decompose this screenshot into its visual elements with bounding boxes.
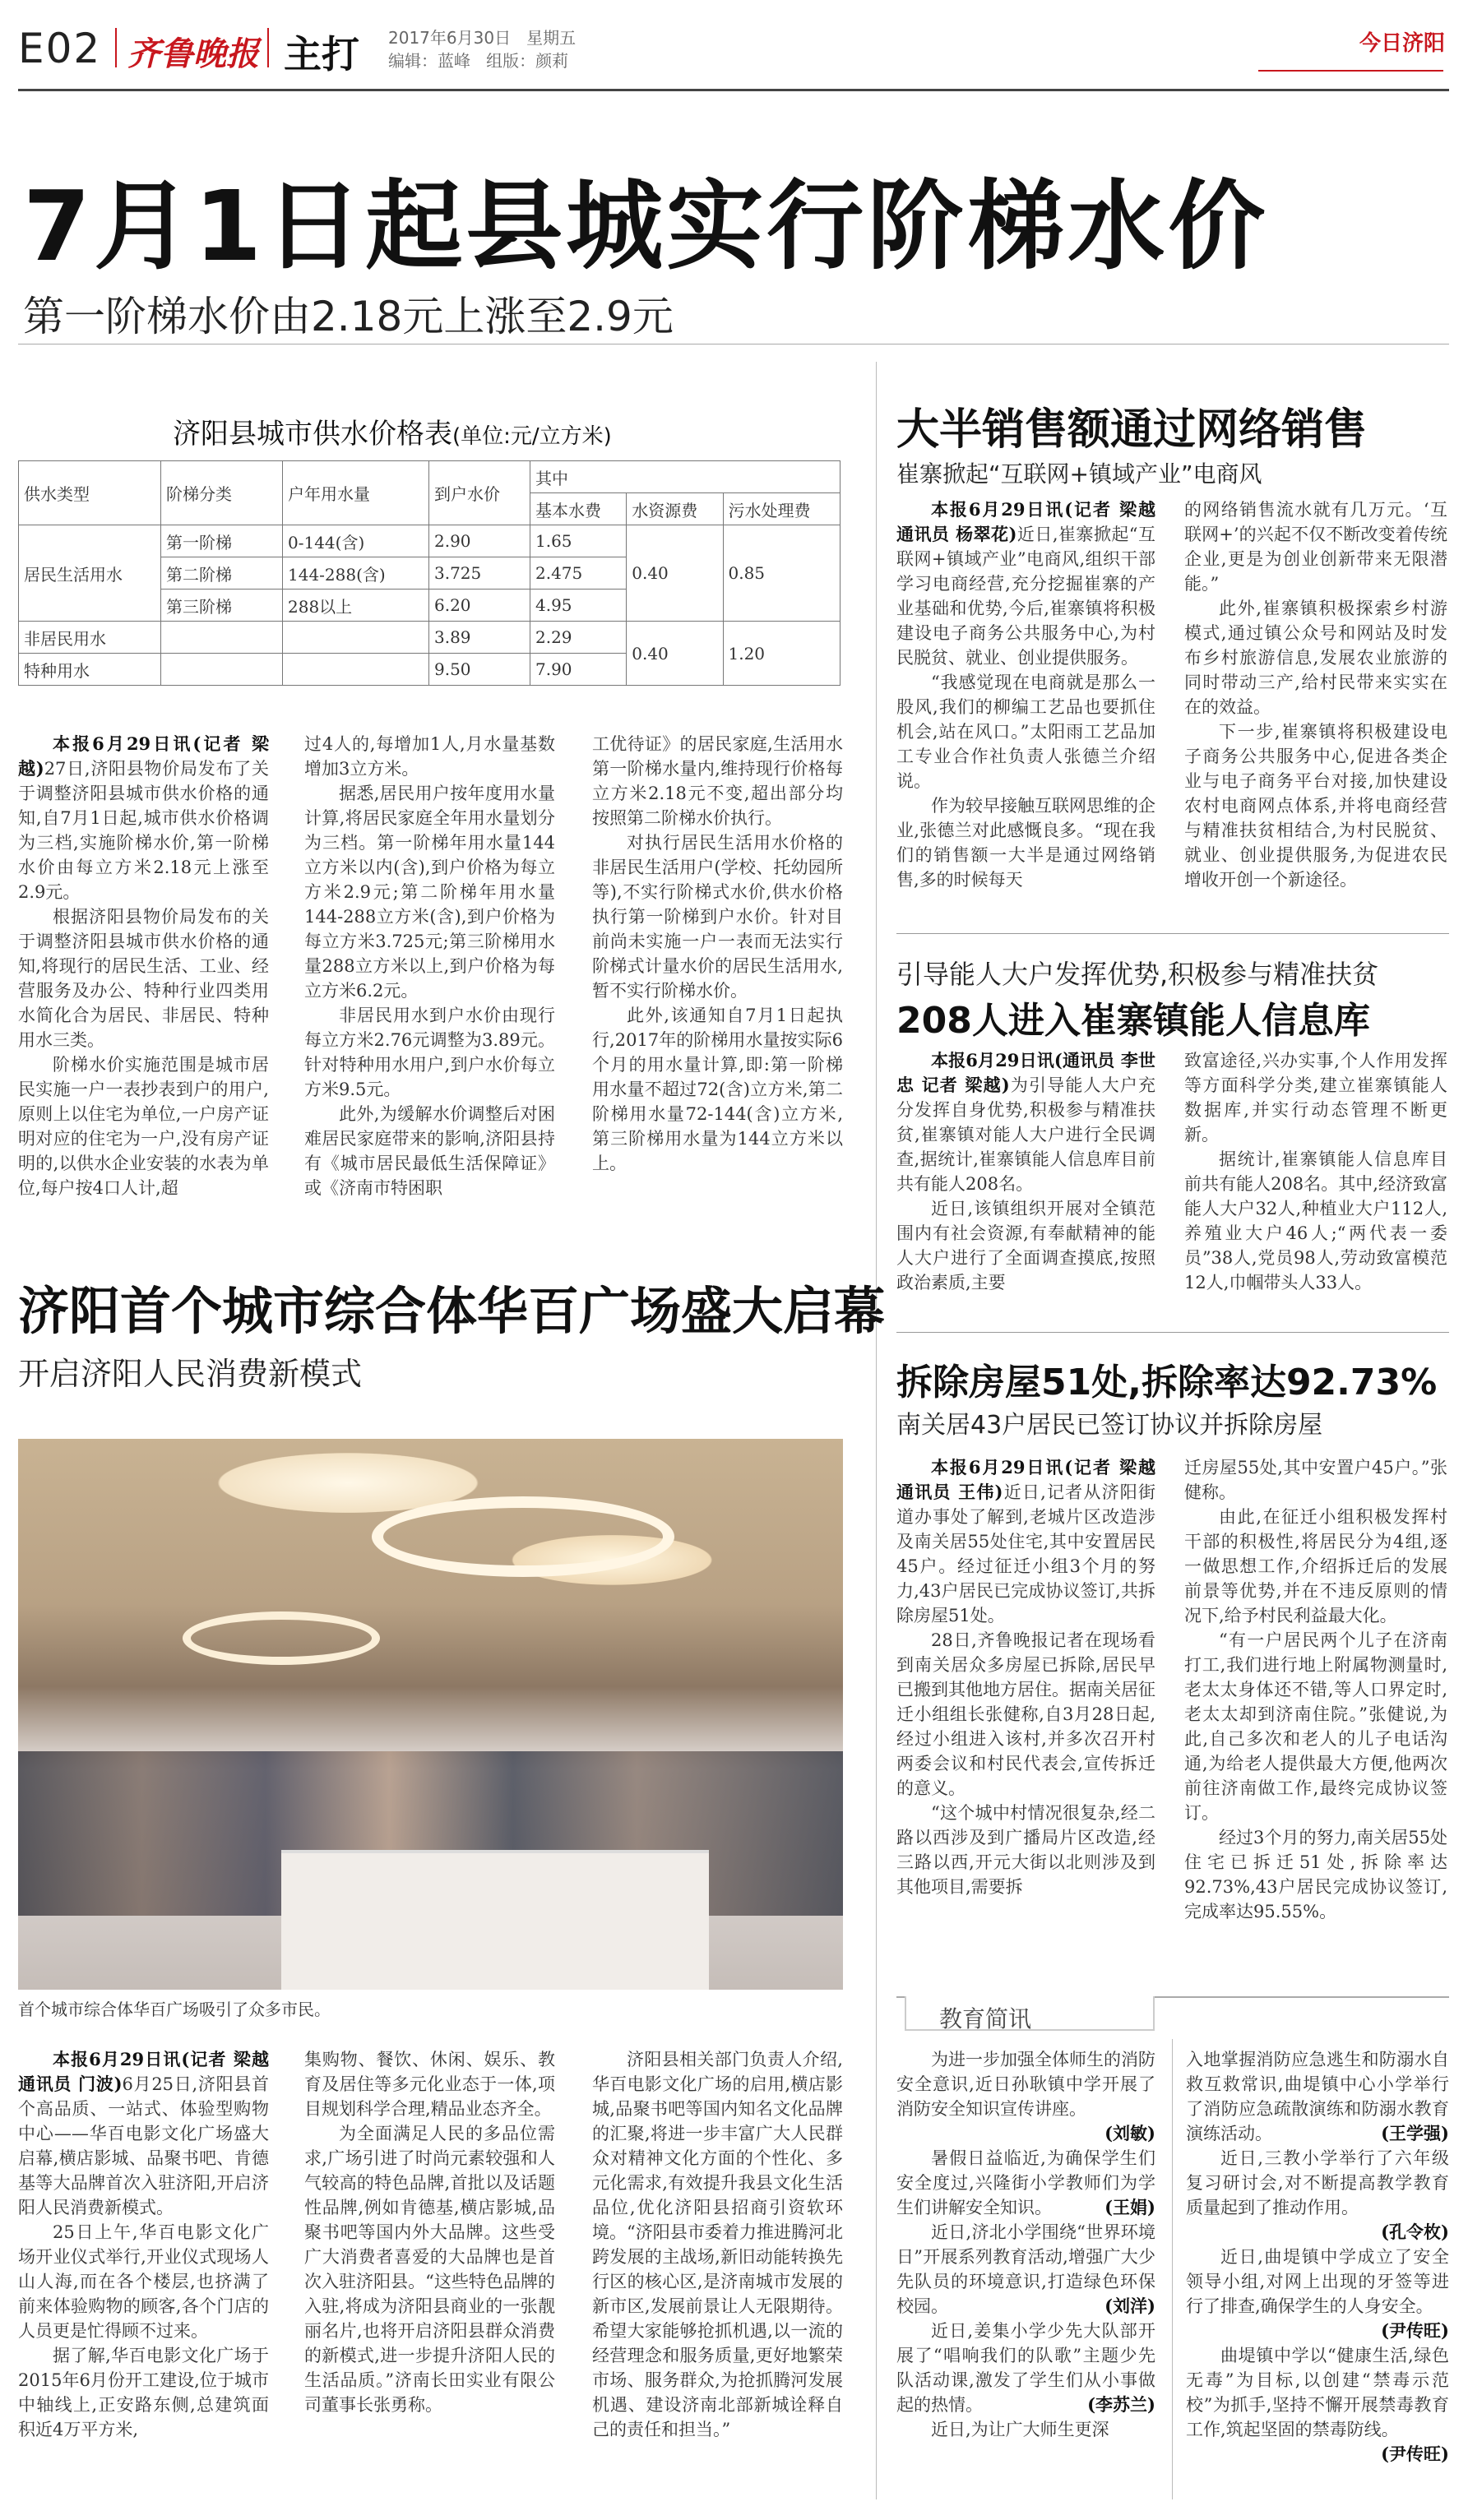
- page-code: E02: [18, 25, 102, 72]
- cell-special-tier: [161, 654, 283, 686]
- brief-8-text: 近日,曲堤镇中学成立了安全领导小组,对网上出现的牙签等进行了排查,确保学生的人身安全。: [1186, 2247, 1449, 2316]
- cell-p5: 9.50: [429, 654, 530, 686]
- editors: [388, 48, 568, 72]
- photo-ceiling-light: [372, 1496, 674, 1577]
- cell-nonres: 非居民用水: [19, 622, 161, 654]
- lead-para-10: 此外,该通知自7月1日起执行,2017年的阶梯用水量按实际6个月的用水量计算,即:第一阶梯用水量不超过72(含)立方米,第二阶梯用水量72-144(含)立方米,第三阶梯用水量为144立方米以上。: [592, 1006, 843, 1173]
- lead-body-col2: [304, 732, 555, 1225]
- brief-7-text: 近日,三教小学举行了六年级复习研讨会,对不断提高教学教育质量起到了推动作用。: [1186, 2148, 1449, 2217]
- cell-sew-fee2: 1.20: [723, 622, 841, 686]
- lead-headline: 7月1日起县城实行阶梯水价: [23, 169, 1269, 283]
- table-title-text: 济阳县城市供水价格表: [173, 418, 452, 451]
- lead-body-col3: [592, 732, 843, 1225]
- photo-caption: 首个城市综合体华百广场吸引了众多市民。: [18, 2000, 331, 2019]
- lead-body-col1: [18, 732, 269, 1225]
- briefs-title: 教育简讯: [939, 2005, 1032, 2032]
- talent-byline: 本报6月29日讯(通讯员 李世忠 记者 梁越): [896, 1050, 1155, 1095]
- demolition-para-3: “这个城中村情况很复杂,经二路以西涉及到广播局片区改造,经三路以西,开元大街以北则涉及到其他项目,需要拆: [896, 1803, 1155, 1897]
- edition-label: 今日济阳: [1359, 31, 1445, 56]
- masthead-divider-2: [267, 28, 269, 67]
- cell-tier2: 第二阶梯: [161, 557, 283, 590]
- table-unit-text: (单位:元/立方米): [452, 424, 612, 449]
- ecommerce-para-3: 作为较早接触互联网思维的企业,张德兰对此感慨良多。“现在我们的销售额一大半是通过网络销售,多的时候每天: [896, 796, 1155, 890]
- lead-para-1: 27日,济阳县物价局发布了关于调整济阳县城市供水价格的通知,自7月1日起,城市供水价格调为三档,实施阶梯水价,第一阶梯水价由每立方米2.18元上涨至2.9元。: [18, 759, 269, 902]
- lead-byline: 本报6月29日讯(记者 梁越): [18, 733, 269, 779]
- weekday-text: 星期五: [526, 28, 577, 48]
- brief-9-author: (尹传旺): [1381, 2444, 1449, 2464]
- th-tier: 阶梯分类: [161, 461, 283, 525]
- talent-col2: [1184, 1048, 1447, 1320]
- briefs-title-tab: [905, 1996, 1155, 2031]
- demolition-para-4: 迁房屋55处,其中安置户45户。”张健称。: [1184, 1458, 1447, 1502]
- lead-para-9: 对执行居民生活用水价格的非居民生活用户(学校、托幼园所等),不实行阶梯式水价,供水价格执行第一阶梯到户水价。针对目前尚未实施一户一表而无法实行阶梯式计量水价的居民生活用水,暂不实行阶梯水价。: [592, 833, 843, 1001]
- photo-counter: [281, 1850, 709, 1990]
- cell-b4: 2.29: [530, 622, 627, 654]
- cell-nonres-tier: [161, 622, 283, 654]
- price-table: [18, 460, 841, 686]
- mall-body-col3: [592, 2047, 843, 2508]
- mall-para-6: 济阳县相关部门负责人介绍,华百电影文化广场的启用,横店影城,品聚书吧等国内知名文化品牌的汇聚,将进一步丰富广大人民群众对精神文化方面的个性化、多元化需求,有效提升我县文化生活品位,优化济阳县招商引资软环境。“济阳县市委着力推进腾河北跨发展的主战场,新旧动能转换先行区的核心区,是济南城市发展的新市区,发展前景让人无限期待。希望大家能够抢抓机遇,以一流的经营理念和服务质量,更好地繁荣市场、服务群众,为抢抓腾河发展机遇、建设济南北部新城诠释自己的责任和担当。”: [592, 2050, 843, 2439]
- demolition-subhead: 南关居43户居民已签订协议并拆除房屋: [896, 1411, 1323, 1440]
- layout-editor-text: 组版：颜莉: [486, 51, 569, 71]
- demolition-para-5: 由此,在征迁小组积极发挥村干部的积极性,将居民分为4组,逐一做思想工作,介绍拆迁后的发展前景等优势,并在不违反原则的情况下,给予村民利益最大化。: [1184, 1507, 1447, 1625]
- talent-para-2: 近日,该镇组织开展对全镇范围内有社会资源,有奉献精神的能人大户进行了全面调查摸底,按照政治素质,主要: [896, 1199, 1155, 1292]
- photo-ceiling-light-2: [183, 1611, 380, 1665]
- lead-para-6: 非居民用水到户水价由现行每立方米2.76元调整为3.89元。针对特种用水用户,到户水价每立方米9.5元。: [304, 1006, 555, 1099]
- edition-divider: [1258, 70, 1443, 72]
- demolition-col1: [896, 1455, 1155, 1981]
- cell-vol2: 144-288(含): [283, 557, 429, 590]
- briefs-col1: [896, 2047, 1155, 2508]
- ecommerce-subhead: 崔寨掀起“互联网+镇域产业”电商风: [896, 460, 1262, 488]
- th-volume: 户年用水量: [283, 461, 429, 525]
- talent-kicker: 引导能人大户发挥优势,积极参与精准扶贫: [896, 959, 1379, 990]
- demolition-para-1: 近日,记者从济阳街道办事处了解到,老城片区改造涉及南关居55处住宅,其中安置居民45户。经过征迁小组3个月的努力,43户居民已完成协议签订,共拆除房屋51处。: [896, 1482, 1155, 1625]
- th-type: 供水类型: [19, 461, 161, 525]
- th-base: 基本水费: [530, 493, 627, 525]
- mall-para-1: 6月25日,济阳县首个高品质、一站式、体验型购物中心——华百电影文化广场盛大启幕,横店影城、品聚书吧、肯德基等大品牌首次入驻济阳,开启济阳人民消费新模式。: [18, 2074, 269, 2217]
- brief-3-text: 近日,济北小学围绕“世界环境日”开展系列教育活动,增强广大少先队员的环境意识,打造绿色环保校园。: [896, 2222, 1155, 2316]
- mall-photo: [18, 1439, 843, 1990]
- ecommerce-headline: 大半销售额通过网络销售: [896, 405, 1368, 455]
- lead-para-7: 此外,为缓解水价调整后对困难居民家庭带来的影响,济阳县持有《城市居民最低生活保障证》或《济南市特困职: [304, 1104, 555, 1198]
- mall-headline: 济阳首个城市综合体华百广场盛大启幕: [18, 1281, 886, 1341]
- briefs-box: [896, 1996, 1449, 2508]
- briefs-col2: [1186, 2047, 1449, 2508]
- cell-tier1: 第一阶梯: [161, 525, 283, 557]
- talent-para-4: 据统计,崔寨镇能人信息库目前共有能人208名。其中,经济致富能人大户32人,种植业大户112人,养殖业大户46人;“两代表一委员”38人,党员98人,劳动致富模范12人,巾帼带头人33人。: [1184, 1149, 1447, 1292]
- brief-1-text: 为进一步加强全体师生的消防安全意识,近日孙耿镇中学开展了消防安全知识宣传讲座。: [896, 2050, 1155, 2119]
- editor-text: 编辑：蓝峰: [388, 51, 470, 71]
- paper-logo: 齐鲁晚报: [127, 35, 259, 73]
- cell-p4: 3.89: [429, 622, 530, 654]
- lead-para-5: 据悉,居民用户按年度用水量计算,将居民家庭全年用水量划分为三档。第一阶梯年用水量144立方米以内(含),到户价格为每立方米2.9元;第二阶梯年用水量144-288立方米(含),到户价格为每立方米3.725元;第三阶梯用水量288立方米以上,到户价格为每立方米6.2元。: [304, 784, 555, 1001]
- cell-b5: 7.90: [530, 654, 627, 686]
- th-price: 到户水价: [429, 461, 530, 525]
- cell-b1: 1.65: [530, 525, 627, 557]
- center-divider: [876, 362, 877, 2499]
- mall-para-2: 25日上午,华百电影文化广场开业仪式举行,开业仪式现场人山人海,而在各个楼层,也挤满了前来体验购物的顾客,各个门店的人员更是忙得顾不过来。: [18, 2222, 269, 2341]
- demolition-col2: [1184, 1455, 1447, 1981]
- ecommerce-para-2: “我感觉现在电商就是那么一股风,我们的柳编工艺品也要抓住机会,站在风口。”太阳雨工艺品加工专业合作社负责人张德兰介绍说。: [896, 673, 1155, 791]
- brief-5-text: 近日,为让广大师生更深: [931, 2420, 1109, 2439]
- cell-res-fee2: 0.40: [627, 622, 723, 686]
- talent-para-1: 为引导能人大户充分发挥自身优势,积极参与精准扶贫,崔寨镇对能人大户进行全民调查,据统计,崔寨镇能人信息库目前共有能人208名。: [896, 1075, 1155, 1194]
- brief-2-author: (王娟): [1104, 2197, 1155, 2217]
- brief-4-text: 近日,姜集小学少先大队部开展了“唱响我们的队歌”主题少先队活动课,激发了学生们从小事做起的热情。: [896, 2321, 1155, 2415]
- ecommerce-byline: 本报6月29日讯(记者 梁越 通讯员 杨翠花): [896, 499, 1155, 544]
- ecommerce-col2: [1184, 497, 1447, 917]
- cell-nonres-vol: [283, 622, 429, 654]
- th-among: 其中: [530, 461, 841, 493]
- brief-1-author: (刘敏): [1104, 2123, 1155, 2143]
- ecommerce-para-6: 下一步,崔寨镇将积极建设电子商务公共服务中心,促进各类企业与电子商务平台对接,加快建设农村电商网点体系,并将电商经营与精准扶贫相结合,为村民脱贫、就业、创业提供服务,为促进农民增收开创一个新途径。: [1184, 722, 1447, 890]
- demolition-para-6: “有一户居民两个儿子在济南打工,我们进行地上附属物测量时,老太太身体还不错,等人口界定时,老太太却到济南住院。”张健说,为此,自己多次和老人的儿子电话沟通,为给老人提供最大方便,他两次前往济南做工作,最终完成协议签订。: [1184, 1630, 1447, 1823]
- ecommerce-para-1: 近日,崔寨掀起“互联网+镇域产业”电商风,组织干部学习电商经营,充分挖掘崔寨的产业基础和优势,今后,崔寨镇将积极建设电子商务公共服务中心,为村民脱贫、就业、创业提供服务。: [896, 525, 1155, 668]
- mall-para-5: 为全面满足人民的多品位需求,广场引进了时尚元素较强和人气较高的特色品牌,首批以及话题性品牌,例如肯德基,横店影城,品聚书吧等国内外大品牌。这些受广大消费者喜爱的大品牌也是首次入驻济阳县。“这些特色品牌的入驻,将成为济阳县商业的一张靓丽名片,也将开启济阳县群众消费的新模式,进一步提升济阳人民的生活品质。”济南长田实业有限公司董事长张勇称。: [304, 2124, 555, 2415]
- cell-tier3: 第三阶梯: [161, 590, 283, 622]
- th-resource: 水资源费: [627, 493, 723, 525]
- date-text: 2017年6月30日: [388, 28, 512, 48]
- right-rule-2: [896, 1332, 1449, 1333]
- cell-p3: 6.20: [429, 590, 530, 622]
- masthead-divider: [115, 28, 117, 67]
- talent-col1: [896, 1048, 1155, 1320]
- brief-6-text: 入地掌握消防应急逃生和防溺水自救互救常识,曲堤镇中心小学举行了消防应急疏散演练和防溺水教育演练活动。: [1186, 2050, 1449, 2143]
- brief-6-author: (王学强): [1381, 2123, 1449, 2143]
- right-rule-1: [896, 933, 1449, 934]
- demolition-para-7: 经过3个月的努力,南关居55处住宅已拆迁51处,拆除率达92.73%,43户居民完成协议签订,完成率达95.55%。: [1184, 1828, 1447, 1921]
- ecommerce-para-4: 的网络销售流水就有几万元。‘互联网+’的兴起不仅不断改变着传统企业,更是为创业创新带来无限潜能。”: [1184, 500, 1447, 594]
- mall-para-3: 据了解,华百电影文化广场于2015年6月份开工建设,位于城市中轴线上,正安路东侧,总建筑面积近4万平方米,: [18, 2346, 269, 2439]
- mall-subhead: 开启济阳人民消费新模式: [18, 1356, 363, 1392]
- brief-8-author: (尹传旺): [1381, 2320, 1449, 2341]
- mall-para-4: 集购物、餐饮、休闲、娱乐、教育及居住等多元化业态于一体,项目规划科学合理,精品业态齐全。: [304, 2050, 555, 2119]
- cell-vol3: 288以上: [283, 590, 429, 622]
- lead-para-2: 根据济阳县物价局发布的关于调整济阳县城市供水价格的通知,将现行的居民生活、工业、经营服务及办公、特种行业四类用水简化合为居民、非居民、特种用水三类。: [18, 907, 269, 1050]
- cell-special-vol: [283, 654, 429, 686]
- masthead: [0, 0, 1468, 90]
- briefs-divider: [1172, 2039, 1173, 2499]
- cell-p2: 3.725: [429, 557, 530, 590]
- cell-res-fee: 0.40: [627, 525, 723, 622]
- brief-4-author: (李苏兰): [1087, 2394, 1155, 2415]
- cell-resident: 居民生活用水: [19, 525, 161, 622]
- mall-body-col2: [304, 2047, 555, 2508]
- issue-date: [388, 25, 576, 49]
- talent-headline: 208人进入崔寨镇能人信息库: [896, 1000, 1370, 1042]
- brief-3-author: (刘洋): [1104, 2296, 1155, 2316]
- cell-p1: 2.90: [429, 525, 530, 557]
- ecommerce-para-5: 此外,崔寨镇积极探索乡村游模式,通过镇公众号和网站及时发布乡村旅游信息,发展农业旅游的同时带动三产,给村民带来实实在在的效益。: [1184, 599, 1447, 717]
- price-table-title: [173, 411, 612, 451]
- section-name: 主打: [284, 32, 359, 76]
- mall-body-col1: [18, 2047, 269, 2508]
- cell-b2: 2.475: [530, 557, 627, 590]
- th-sewage: 污水处理费: [723, 493, 841, 525]
- brief-9-text: 曲堤镇中学以“健康生活,绿色无毒”为目标,以创建“禁毒示范校”为抓手,坚持不懈开展禁毒教育工作,筑起坚固的禁毒防线。: [1186, 2346, 1449, 2439]
- mall-byline: 本报6月29日讯(记者 梁越 通讯员 门波): [18, 2049, 269, 2094]
- brief-7-author: (孔令枚): [1381, 2222, 1449, 2242]
- brief-2-text: 暑假日益临近,为确保学生们安全度过,兴隆街小学教师们为学生们讲解安全知识。: [896, 2148, 1155, 2217]
- cell-sew-fee: 0.85: [723, 525, 841, 622]
- lead-para-4: 过4人的,每增加1人,月水量基数增加3立方米。: [304, 734, 555, 779]
- cell-vol1: 0-144(含): [283, 525, 429, 557]
- cell-b3: 4.95: [530, 590, 627, 622]
- ecommerce-col1: [896, 497, 1155, 917]
- lead-para-8: 工优待证》的居民家庭,生活用水第一阶梯水量内,维持现行价格每立方米2.18元不变,超出部分均按照第二阶梯水价执行。: [592, 734, 843, 828]
- masthead-rule: [18, 89, 1449, 91]
- demolition-byline: 本报6月29日讯(记者 梁越 通讯员 王伟): [896, 1457, 1155, 1502]
- lead-subhead: 第一阶梯水价由2.18元上涨至2.9元: [23, 293, 674, 340]
- demolition-headline: 拆除房屋51处,拆除率达92.73%: [896, 1362, 1438, 1403]
- cell-special: 特种用水: [19, 654, 161, 686]
- talent-para-3: 致富途径,兴办实事,个人作用发挥等方面科学分类,建立崔寨镇能人数据库,并实行动态管理不断更新。: [1184, 1051, 1447, 1144]
- lead-para-3: 阶梯水价实施范围是城市居民实施一户一表抄表到户的用户,原则上以住宅为单位,一户房产证明对应的住宅为一户,没有房产证明的,以供水企业安装的水表为单位,每户按4口人计,超: [18, 1055, 269, 1198]
- demolition-para-2: 28日,齐鲁晚报记者在现场看到南关居众多房屋已拆除,居民早已搬到其他地方居住。据南关居征迁小组组长张健称,自3月28日起,经过小组进入该村,并多次召开村两委会议和村民代表会,宣传拆迁的意义。: [896, 1630, 1155, 1798]
